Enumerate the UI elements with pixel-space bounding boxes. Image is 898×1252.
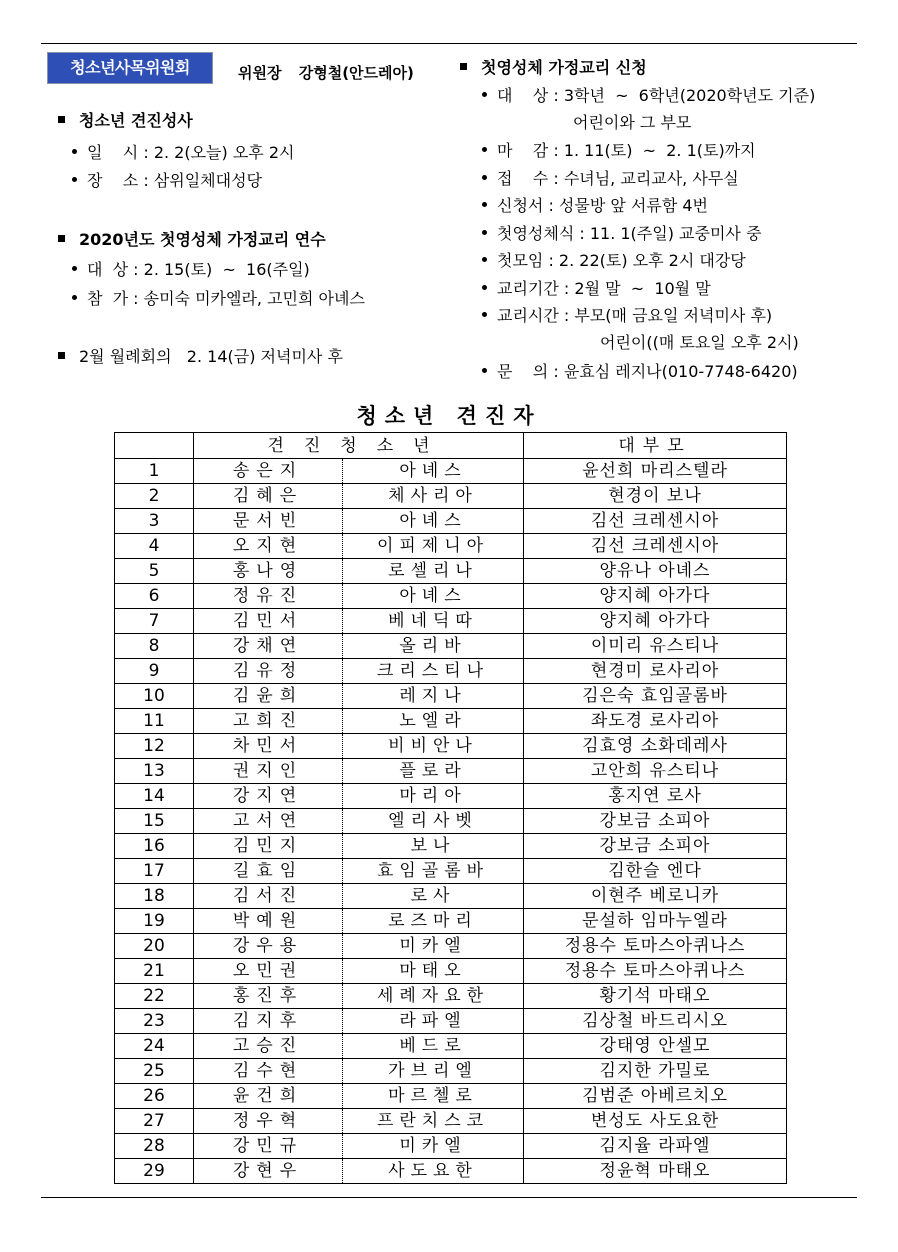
baptismal-name: 크리스티나 [343, 659, 524, 684]
table-row [115, 959, 787, 984]
training-participants: 참 가 : 송미숙 미카엘라, 고민희 아녜스 [72, 286, 365, 309]
table-row [115, 559, 787, 584]
confirmand-name: 홍나영 [194, 559, 343, 584]
row-number: 1 [115, 459, 194, 484]
confirmand-name: 김지후 [194, 1009, 343, 1034]
row-number: 18 [115, 884, 194, 909]
section-confirmation: 청소년 견진성사 [58, 108, 193, 131]
row-number: 19 [115, 909, 194, 934]
baptismal-name: 이피제니아 [343, 534, 524, 559]
table-row [115, 684, 787, 709]
godparent-name: 김지율 라파엘 [524, 1134, 787, 1159]
table-header-row [115, 433, 787, 459]
confirmand-name: 김유정 [194, 659, 343, 684]
baptismal-name: 로셀리나 [343, 559, 524, 584]
table-row [115, 984, 787, 1009]
confirmand-name: 김수현 [194, 1059, 343, 1084]
confirmand-name: 오지현 [194, 534, 343, 559]
baptismal-name: 올리바 [343, 634, 524, 659]
table-title: 청소년 견진자 [356, 404, 542, 428]
fc-inquiry: 문 의 : 윤효심 레지나(010-7748-6420) [482, 359, 798, 382]
godparent-name: 양지혜 아가다 [524, 609, 787, 634]
row-number: 28 [115, 1134, 194, 1159]
godparent-name: 고안희 유스티나 [524, 759, 787, 784]
table-row [115, 934, 787, 959]
baptismal-name: 세례자요한 [343, 984, 524, 1009]
confirmand-name: 강현우 [194, 1159, 343, 1184]
confirmand-table [114, 432, 787, 1184]
baptismal-name: 노엘라 [343, 709, 524, 734]
row-number: 9 [115, 659, 194, 684]
bullet-icon [482, 230, 487, 235]
row-number: 10 [115, 684, 194, 709]
bullet-icon [482, 312, 487, 317]
confirmation-place: 장 소 : 삼위일체대성당 [72, 168, 262, 191]
confirmand-name: 강우용 [194, 934, 343, 959]
row-number: 13 [115, 759, 194, 784]
table-row [115, 759, 787, 784]
row-number: 16 [115, 834, 194, 859]
confirmand-name: 홍진후 [194, 984, 343, 1009]
bullet-icon [482, 202, 487, 207]
row-number: 3 [115, 509, 194, 534]
table-row [115, 634, 787, 659]
bottom-rule [41, 1197, 857, 1198]
table-row [115, 909, 787, 934]
baptismal-name: 로사 [343, 884, 524, 909]
bullet-icon [482, 368, 487, 373]
chair-name: 강형철(안드레아) [298, 64, 414, 82]
baptismal-name: 효임골롬바 [343, 859, 524, 884]
confirmand-name: 차민서 [194, 734, 343, 759]
fc-first-meeting: 첫모임 : 2. 22(토) 오후 2시 대강당 [482, 248, 746, 271]
table-row [115, 509, 787, 534]
confirmand-name: 강지연 [194, 784, 343, 809]
header-confirmand: 견진청소년 [194, 433, 524, 459]
confirmand-name: 박예원 [194, 909, 343, 934]
table-row [115, 584, 787, 609]
baptismal-name: 라파엘 [343, 1009, 524, 1034]
row-number: 11 [115, 709, 194, 734]
confirmand-name: 김혜은 [194, 484, 343, 509]
godparent-name: 강보금 소피아 [524, 809, 787, 834]
table-row [115, 859, 787, 884]
fc-reception: 접 수 : 수녀님, 교리교사, 사무실 [482, 166, 739, 189]
row-number: 20 [115, 934, 194, 959]
table-row [115, 1134, 787, 1159]
godparent-name: 강보금 소피아 [524, 834, 787, 859]
fc-time-cont: 어린이((매 토요일 오후 2시) [600, 333, 799, 352]
chairperson [238, 62, 426, 83]
committee-badge: 청소년사목위원회 [47, 52, 213, 84]
bullet-icon [72, 295, 77, 300]
fc-application: 신청서 : 성물방 앞 서류함 4번 [482, 193, 708, 216]
fc-target: 대 상 : 3학년 ~ 6학년(2020학년도 기준) [482, 83, 815, 106]
row-number: 23 [115, 1009, 194, 1034]
table-body [115, 459, 787, 1184]
training-target: 대 상 : 2. 15(토) ~ 16(주일) [72, 257, 310, 280]
baptismal-name: 엘리사벳 [343, 809, 524, 834]
table-row [115, 1109, 787, 1134]
godparent-name: 김한슬 엔다 [524, 859, 787, 884]
bullet-icon [482, 257, 487, 262]
row-number: 22 [115, 984, 194, 1009]
baptismal-name: 사도요한 [343, 1159, 524, 1184]
confirmand-name: 송은지 [194, 459, 343, 484]
table-row [115, 1034, 787, 1059]
confirmation-date: 일 시 : 2. 2(오늘) 오후 2시 [72, 140, 294, 163]
table-row [115, 784, 787, 809]
row-number: 6 [115, 584, 194, 609]
row-number: 14 [115, 784, 194, 809]
table-row [115, 459, 787, 484]
confirmand-name: 정우혁 [194, 1109, 343, 1134]
baptismal-name: 프란치스코 [343, 1109, 524, 1134]
confirmand-name: 김민서 [194, 609, 343, 634]
row-number: 8 [115, 634, 194, 659]
table-row [115, 1159, 787, 1184]
section-training: 2020년도 첫영성체 가정교리 연수 [58, 227, 326, 250]
baptismal-name: 플로라 [343, 759, 524, 784]
godparent-name: 강태영 안셀모 [524, 1034, 787, 1059]
godparent-name: 현경이 보나 [524, 484, 787, 509]
godparent-name: 홍지연 로사 [524, 784, 787, 809]
godparent-name: 문설하 임마누엘라 [524, 909, 787, 934]
section-first-communion: 첫영성체 가정교리 신청 [460, 55, 647, 78]
top-rule [41, 43, 857, 44]
baptismal-name: 베네딕따 [343, 609, 524, 634]
row-number: 24 [115, 1034, 194, 1059]
row-number: 15 [115, 809, 194, 834]
bullet-icon [482, 175, 487, 180]
baptismal-name: 베드로 [343, 1034, 524, 1059]
row-number: 4 [115, 534, 194, 559]
baptismal-name: 마르첼로 [343, 1084, 524, 1109]
godparent-name: 좌도경 로사리아 [524, 709, 787, 734]
square-bullet-icon [58, 235, 65, 242]
bullet-icon [482, 285, 487, 290]
table-row [115, 1059, 787, 1084]
confirmand-name: 길효임 [194, 859, 343, 884]
godparent-name: 황기석 마태오 [524, 984, 787, 1009]
baptismal-name: 아녜스 [343, 584, 524, 609]
table-row [115, 1009, 787, 1034]
confirmand-name: 권지인 [194, 759, 343, 784]
row-number: 17 [115, 859, 194, 884]
godparent-name: 이미리 유스티나 [524, 634, 787, 659]
baptismal-name: 아녜스 [343, 509, 524, 534]
table-row [115, 884, 787, 909]
row-number: 12 [115, 734, 194, 759]
table-row [115, 534, 787, 559]
fc-ceremony: 첫영성체식 : 11. 1(주일) 교중미사 중 [482, 221, 761, 244]
table-row [115, 659, 787, 684]
row-number: 2 [115, 484, 194, 509]
baptismal-name: 체사리아 [343, 484, 524, 509]
row-number: 5 [115, 559, 194, 584]
godparent-name: 양유나 아녜스 [524, 559, 787, 584]
confirmand-name: 정유진 [194, 584, 343, 609]
square-bullet-icon [460, 63, 467, 70]
godparent-name: 현경미 로사리아 [524, 659, 787, 684]
table-row [115, 834, 787, 859]
godparent-name: 이현주 베로니카 [524, 884, 787, 909]
baptismal-name: 보나 [343, 834, 524, 859]
baptismal-name: 로즈마리 [343, 909, 524, 934]
fc-deadline: 마 감 : 1. 11(토) ~ 2. 1(토)까지 [482, 138, 756, 161]
baptismal-name: 비비안나 [343, 734, 524, 759]
bullet-icon [72, 149, 77, 154]
table-row [115, 709, 787, 734]
table-row [115, 1084, 787, 1109]
bullet-icon [72, 177, 77, 182]
confirmand-name: 김윤희 [194, 684, 343, 709]
godparent-name: 김선 크레센시아 [524, 534, 787, 559]
row-number: 21 [115, 959, 194, 984]
baptismal-name: 레지나 [343, 684, 524, 709]
baptismal-name: 미카엘 [343, 1134, 524, 1159]
godparent-name: 김범준 아베르치오 [524, 1084, 787, 1109]
confirmand-name: 김민지 [194, 834, 343, 859]
baptismal-name: 마태오 [343, 959, 524, 984]
godparent-name: 김효영 소화데레사 [524, 734, 787, 759]
baptismal-name: 아녜스 [343, 459, 524, 484]
godparent-name: 정용수 토마스아퀴나스 [524, 959, 787, 984]
table-row [115, 484, 787, 509]
godparent-name: 김상철 바드리시오 [524, 1009, 787, 1034]
square-bullet-icon [58, 116, 65, 123]
godparent-name: 윤선희 마리스텔라 [524, 459, 787, 484]
fc-period: 교리기간 : 2월 말 ~ 10월 말 [482, 276, 711, 299]
godparent-name: 양지혜 아가다 [524, 584, 787, 609]
row-number: 27 [115, 1109, 194, 1134]
chair-role: 위원장 [238, 64, 282, 82]
row-number: 26 [115, 1084, 194, 1109]
baptismal-name: 가브리엘 [343, 1059, 524, 1084]
fc-target-cont: 어린이와 그 부모 [573, 113, 692, 132]
confirmand-name: 문서빈 [194, 509, 343, 534]
godparent-name: 김선 크레센시아 [524, 509, 787, 534]
baptismal-name: 미카엘 [343, 934, 524, 959]
table-row [115, 609, 787, 634]
table-row [115, 809, 787, 834]
confirmand-name: 윤건희 [194, 1084, 343, 1109]
bullet-icon [72, 266, 77, 271]
godparent-name: 김지한 가밀로 [524, 1059, 787, 1084]
godparent-name: 정용수 토마스아퀴나스 [524, 934, 787, 959]
row-number: 7 [115, 609, 194, 634]
confirmand-name: 고서연 [194, 809, 343, 834]
confirmand-name: 강채연 [194, 634, 343, 659]
godparent-name: 김은숙 효임골롬바 [524, 684, 787, 709]
confirmand-name: 오민권 [194, 959, 343, 984]
godparent-name: 정윤혁 마태오 [524, 1159, 787, 1184]
confirmand-name: 고희진 [194, 709, 343, 734]
square-bullet-icon [58, 352, 65, 359]
bullet-icon [482, 92, 487, 97]
fc-time: 교리시간 : 부모(매 금요일 저녁미사 후) [482, 303, 772, 326]
row-number: 29 [115, 1159, 194, 1184]
header-number [115, 433, 194, 459]
baptismal-name: 마리아 [343, 784, 524, 809]
table-row [115, 734, 787, 759]
confirmand-name: 강민규 [194, 1134, 343, 1159]
godparent-name: 변성도 사도요한 [524, 1109, 787, 1134]
section-monthly-meeting: 2월 월례회의 2. 14(금) 저녁미사 후 [58, 344, 343, 367]
confirmand-name: 고승진 [194, 1034, 343, 1059]
confirmand-name: 김서진 [194, 884, 343, 909]
header-godparent: 대부모 [524, 433, 787, 459]
bullet-icon [482, 147, 487, 152]
row-number: 25 [115, 1059, 194, 1084]
